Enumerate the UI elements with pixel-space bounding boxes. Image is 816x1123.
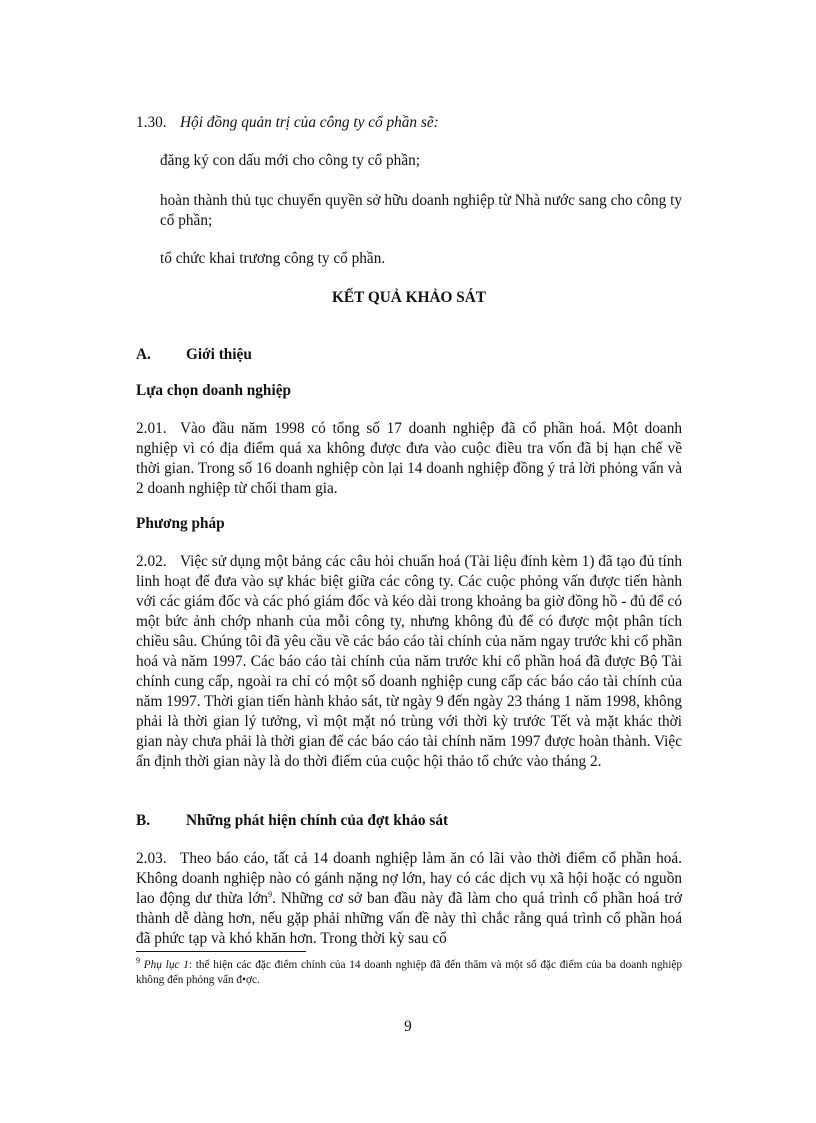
paragraph-2-02 bbox=[136, 552, 682, 772]
footnote bbox=[136, 958, 682, 988]
footnote-mark: 9 bbox=[136, 956, 140, 966]
paragraph-text: Việc sử dụng một bảng các câu hỏi chuẩn hoá (Tài liệu đính kèm 1) đã tạo đủ tính linh hoạt để đưa vào sự khác biệt giữa các công ty. Các cuộc phỏng vấn được tiến hành với các giám đốc và các phó giám đốc và kéo dài trong khoảng ba giờ đồng hồ - đủ để có một bức ảnh chớp nhanh của mỗi công ty, nhưng không đủ để có được một phân tích chiều sâu. Chúng tôi đã yêu cầu về các báo cáo tài chính của năm ngay trước khi cổ phần hoá và năm 1997. Các báo cáo tài chính của năm trước khi cổ phần hoá đã được Bộ Tài chính cung cấp, ngoài ra chỉ có một số doanh nghiệp cung cấp các báo cáo tài chính của năm 1997. Thời gian tiến hành khảo sát, từ ngày 9 đến ngày 23 tháng 1 năm 1998, không phải là thời gian lý tưởng, vì một mặt nó trùng với thời kỳ trước Tết và mặt khác thời gian này chưa phải là thời gian để các báo cáo tài chính năm 1997 được hoàn thành. Việc ấn định thời gian này là do thời điểm của cuộc hội thảo tổ chức vào tháng 2. bbox=[136, 553, 682, 770]
subheading-method: Phương pháp bbox=[136, 515, 225, 532]
question-1-30 bbox=[136, 113, 682, 133]
question-number: 1.30. bbox=[136, 114, 167, 131]
section-a-letter: A. bbox=[136, 346, 151, 363]
section-a-heading bbox=[136, 345, 682, 365]
paragraph-number: 2.03. bbox=[136, 850, 167, 867]
footnote-reference[interactable]: 9 bbox=[268, 889, 273, 899]
paragraph-2-03 bbox=[136, 849, 682, 949]
page-number: 9 bbox=[404, 1018, 412, 1035]
paragraph-text-a: Theo báo cáo, tất cả 14 doanh nghiệp làm ăn có lãi vào thời điểm cổ phần hoá. Không doanh nghiệp nào có gánh nặng nợ lớn, hay có các dịch vụ xã hội hoặc có nguồn lao động dư thừa lớn bbox=[136, 850, 682, 907]
option-3: tổ chức khai trương công ty cổ phần. bbox=[160, 250, 386, 267]
paragraph-number: 2.02. bbox=[136, 553, 167, 570]
section-b-heading bbox=[136, 811, 682, 831]
option-2: hoàn thành thủ tục chuyển quyền sở hữu doanh nghiệp từ Nhà nước sang cho công ty cổ phần; bbox=[160, 192, 682, 229]
section-b-title: Những phát hiện chính của đợt khảo sát bbox=[186, 812, 449, 829]
subheading-selection: Lựa chọn doanh nghiệp bbox=[136, 382, 291, 399]
footnote-text: : thể hiện các đặc điểm chính của 14 doanh nghiệp đã đến thăm và một số đặc điểm của ba doanh nghiệp không đến phỏng vấn đ•ợc. bbox=[136, 959, 683, 986]
option-1: đăng ký con dấu mới cho công ty cổ phần; bbox=[160, 152, 421, 169]
section-b-letter: B. bbox=[136, 812, 151, 829]
footnote-label: Phụ lục 1 bbox=[143, 959, 189, 971]
paragraph-text: Vào đầu năm 1998 có tổng số 17 doanh nghiệp đã cổ phần hoá. Một doanh nghiệp vì có địa điểm quá xa không được đưa vào cuộc điều tra vốn đã bị hạn chế về thời gian. Trong số 16 doanh nghiệp còn lại 14 doanh nghiệp đồng ý trả lời phỏng vấn và 2 doanh nghiệp từ chối tham gia. bbox=[136, 420, 682, 497]
paragraph-text-b: . Những cơ sở ban đầu này đã làm cho quá trình cổ phần hoá trở thành dễ dàng hơn, nếu gặp phải những vấn đề này thì chắc rằng quá trình cổ phần hoá đã phức tạp và khó khăn hơn. Trong thời kỳ sau cổ bbox=[136, 890, 682, 947]
question-text: Hội đồng quản trị của công ty cổ phần sẽ: bbox=[180, 114, 439, 131]
paragraph-number: 2.01. bbox=[136, 420, 167, 437]
paragraph-2-01 bbox=[136, 419, 682, 499]
section-a-title: Giới thiệu bbox=[186, 346, 252, 363]
footnote-divider bbox=[136, 951, 306, 952]
main-title: KẾT QUẢ KHẢO SÁT bbox=[332, 289, 486, 306]
